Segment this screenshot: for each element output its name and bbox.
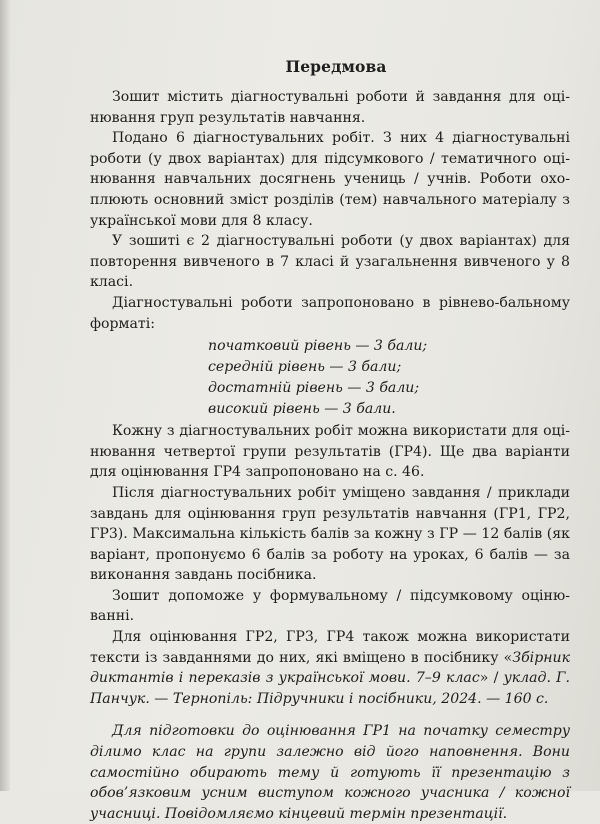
book-reference: уклад. Г. Панчук. — Тернопіль: Підручники і посібники, 2024. — 160 с.: [90, 670, 570, 707]
level-item-sufficient: достатній рівень — 3 бали;: [208, 380, 420, 397]
level-item-initial: початковий рівень — 3 бали;: [208, 338, 428, 355]
paragraph-works: Подано 6 діагностувальних робіт. З них 4 діагностувальні роботи (у двох варіантах) для підсумкового / тематичного оцінювання навчальних досягнень учениць / учнів. Роботи охоплюють основний зміст розділів (тем) навчального матеріалу з української мови для 8 класу.: [90, 130, 570, 229]
texts-separator: » /: [479, 670, 504, 687]
paragraph-notebook-help: Зошит допоможе у формувальному / підсумковому оцінюванні.: [90, 587, 570, 625]
paragraph-format: Діагностувальні роботи запропоновано в рівнево-бальному форматі:: [90, 294, 570, 332]
paragraph-texts: [90, 627, 570, 709]
book-title: Збірник диктантів і переказів з української мови. 7–9 клас: [90, 649, 570, 687]
page-title: Передмова: [285, 57, 387, 76]
level-item-high: високий рівень — 3 бали.: [208, 401, 396, 418]
paragraph-gr4: Кожну з діагностувальних робіт можна використати для оцінювання четвертої групи результатів (ГР4). Ще два варіанти для оцінювання ГР4 запропоновано на с. 46.: [90, 423, 570, 481]
level-list: [208, 336, 570, 420]
texts-start: Для оцінювання ГР2, ГР3, ГР4 також можна використати тексти із завданнями до них, які вміщено в посібнику «: [90, 629, 570, 666]
paragraph-intro: Зошит містить діагностувальні роботи й завдання для оцінювання груп результатів навчання.: [90, 89, 570, 126]
level-item-middle: середній рівень — 3 бали;: [208, 359, 402, 376]
paragraph-tasks: Після діагностувальних робіт уміщено завдання / приклади завдань для оцінювання груп результатів навчання (ГР1, ГР2, ГР3). Максимальна кількість балів за кожну з ГР — 12 балів (як варіант, пропонуємо 6 балів за роботу на уроках, 6 балів — за виконання завдань посібника.: [90, 484, 570, 584]
page-spine-shadow: [0, 0, 10, 791]
paragraph-gr1-preparation: Для підготовки до оцінювання ГР1 на початку семестру ділимо клас на групи залежно від його наповнення. Вони самостійно обирають тему й готують її презентацію з обов’язковим усним виступом кожного учасника / кожної учасниці. Повідомляємо кінцевий термін презентації.: [90, 723, 570, 822]
paragraph-repetition: У зошиті є 2 діагностувальні роботи (у двох варіантах) для повторення вивченого в 7 класі й узагальнення вивченого у 8 класі.: [90, 233, 570, 291]
